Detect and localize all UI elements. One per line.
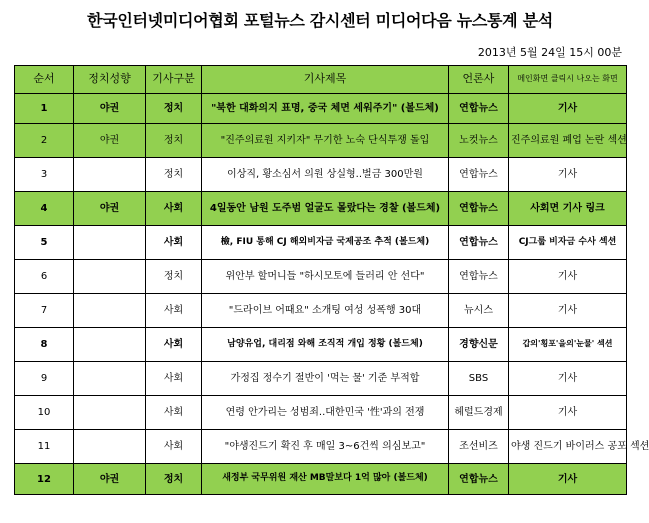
row-category: 사회 <box>146 192 202 226</box>
header-lean: 정치성향 <box>74 66 146 94</box>
row-category: 사회 <box>146 396 202 430</box>
header-category: 기사구분 <box>146 66 202 94</box>
row-screen: 기사 <box>509 396 627 430</box>
row-category: 정치 <box>146 464 202 495</box>
row-screen: 기사 <box>509 158 627 192</box>
row-no: 1 <box>15 94 74 124</box>
row-lean <box>74 430 146 464</box>
row-press: SBS <box>449 362 509 396</box>
row-screen: CJ그룹 비자금 수사 섹션 <box>509 226 627 260</box>
row-lean <box>74 260 146 294</box>
row-press: 연합뉴스 <box>449 464 509 495</box>
header-screen: 메인화면 클릭시 나오는 화면 <box>509 66 627 94</box>
row-no: 9 <box>15 362 74 396</box>
row-press: 조선비즈 <box>449 430 509 464</box>
row-lean <box>74 294 146 328</box>
header-headline: 기사제목 <box>202 66 449 94</box>
row-screen: 갑의'횡포'을의'눈물' 섹션 <box>509 328 627 362</box>
row-screen: 기사 <box>509 362 627 396</box>
row-press: 연합뉴스 <box>449 226 509 260</box>
table-row <box>15 226 627 260</box>
row-category: 사회 <box>146 362 202 396</box>
row-no: 11 <box>15 430 74 464</box>
table-row <box>15 362 627 396</box>
row-press: 연합뉴스 <box>449 192 509 226</box>
table-row <box>15 158 627 192</box>
table-row <box>15 294 627 328</box>
row-lean: 야권 <box>74 94 146 124</box>
row-no: 2 <box>15 124 74 158</box>
row-screen: 기사 <box>509 294 627 328</box>
row-lean: 야권 <box>74 124 146 158</box>
row-no: 5 <box>15 226 74 260</box>
row-press: 경향신문 <box>449 328 509 362</box>
row-lean: 야권 <box>74 192 146 226</box>
news-table <box>14 65 649 495</box>
row-screen: 야생 진드기 바이러스 공포 섹션 <box>509 430 627 464</box>
row-category: 정치 <box>146 94 202 124</box>
row-lean <box>74 226 146 260</box>
table-row <box>15 94 627 124</box>
row-lean <box>74 362 146 396</box>
row-category: 사회 <box>146 328 202 362</box>
row-lean <box>74 328 146 362</box>
row-category: 정치 <box>146 158 202 192</box>
row-press: 헤럴드경제 <box>449 396 509 430</box>
header-press: 언론사 <box>449 66 509 94</box>
row-no: 3 <box>15 158 74 192</box>
row-press: 노컷뉴스 <box>449 124 509 158</box>
row-headline: 4일동안 남원 도주범 얼굴도 몰랐다는 경찰 (볼드체) <box>202 192 449 226</box>
timestamp: 2013년 5월 24일 15시 00분 <box>477 46 622 59</box>
row-screen: 진주의료원 폐업 논란 섹션 <box>509 124 627 158</box>
row-category: 사회 <box>146 226 202 260</box>
row-screen: 기사 <box>509 464 627 495</box>
row-no: 10 <box>15 396 74 430</box>
table-row <box>15 124 627 158</box>
header-row <box>15 66 627 94</box>
row-headline: "북한 대화의지 표명, 중국 체면 세워주기" (볼드체) <box>202 94 449 124</box>
row-screen: 기사 <box>509 94 627 124</box>
row-headline: 檢, FIU 통해 CJ 해외비자금 국제공조 추적 (볼드체) <box>202 226 449 260</box>
row-screen: 기사 <box>509 260 627 294</box>
table-row <box>15 328 627 362</box>
row-category: 정치 <box>146 260 202 294</box>
row-press: 뉴시스 <box>449 294 509 328</box>
row-headline: "야생진드기 확진 후 매일 3~6건씩 의심보고" <box>202 430 449 464</box>
row-no: 7 <box>15 294 74 328</box>
row-screen: 사회면 기사 링크 <box>509 192 627 226</box>
header-no: 순서 <box>15 66 74 94</box>
row-headline: 위안부 할머니들 "하시모토에 들러리 안 선다" <box>202 260 449 294</box>
row-press: 연합뉴스 <box>449 94 509 124</box>
row-no: 8 <box>15 328 74 362</box>
row-lean <box>74 396 146 430</box>
page-title: 한국인터넷미디어협회 포털뉴스 감시센터 미디어다음 뉴스통계 분석 <box>87 11 553 30</box>
row-headline: "드라이브 어때요" 소개팅 여성 성폭행 30대 <box>202 294 449 328</box>
table-row <box>15 464 627 495</box>
table-row <box>15 396 627 430</box>
row-press: 연합뉴스 <box>449 260 509 294</box>
table-row <box>15 260 627 294</box>
row-press: 연합뉴스 <box>449 158 509 192</box>
row-no: 4 <box>15 192 74 226</box>
row-lean: 야권 <box>74 464 146 495</box>
row-headline: 남양유업, 대리점 와해 조직적 개입 정황 (볼드체) <box>202 328 449 362</box>
row-headline: 이상직, 황소심서 의원 상실형..벌금 300만원 <box>202 158 449 192</box>
row-category: 사회 <box>146 430 202 464</box>
row-category: 정치 <box>146 124 202 158</box>
row-category: 사회 <box>146 294 202 328</box>
row-no: 6 <box>15 260 74 294</box>
row-headline: 가정집 정수기 절반이 '먹는 물' 기준 부적합 <box>202 362 449 396</box>
row-headline: "진주의료원 지키자" 무기한 노숙 단식투쟁 돌입 <box>202 124 449 158</box>
table-row <box>15 430 627 464</box>
row-headline: 연령 안가리는 성범죄..대한민국 '性'과의 전쟁 <box>202 396 449 430</box>
row-lean <box>74 158 146 192</box>
table-row <box>15 192 627 226</box>
row-no: 12 <box>15 464 74 495</box>
row-headline: 새정부 국무위원 재산 MB말보다 1억 많아 (볼드체) <box>202 464 449 495</box>
